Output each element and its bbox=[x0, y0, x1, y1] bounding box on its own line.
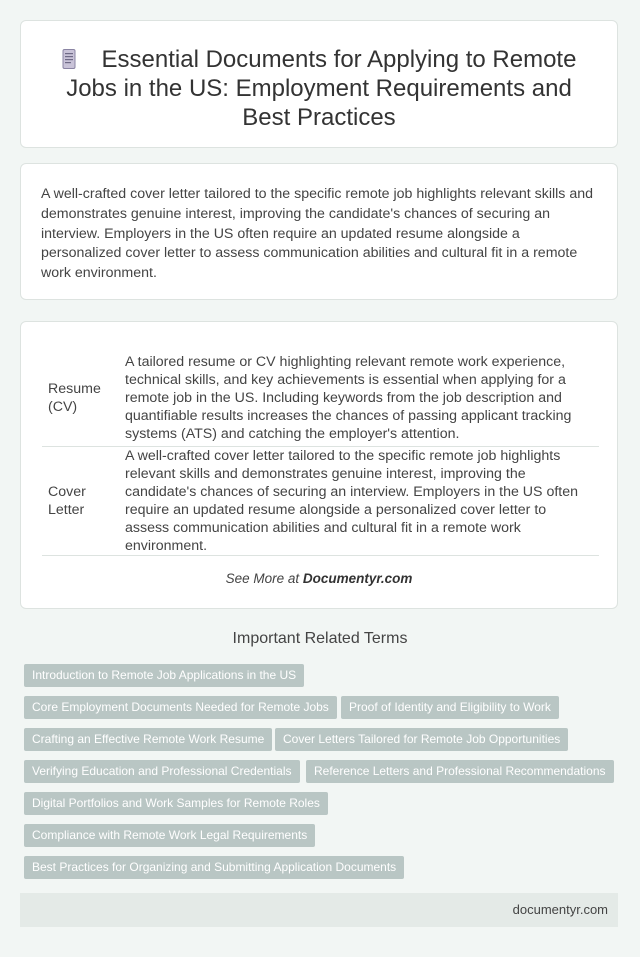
related-term-tag[interactable]: Best Practices for Organizing and Submitting Application Documents bbox=[24, 856, 404, 879]
footer-site[interactable]: documentyr.com bbox=[512, 902, 608, 917]
document-icon bbox=[62, 49, 76, 69]
terms-table bbox=[42, 349, 599, 556]
table-row bbox=[42, 447, 599, 556]
footer bbox=[20, 893, 618, 927]
related-term-tag[interactable]: Compliance with Remote Work Legal Requirements bbox=[24, 824, 315, 847]
related-term-tag[interactable]: Core Employment Documents Needed for Remote Jobs bbox=[24, 696, 337, 719]
table-row bbox=[42, 349, 599, 447]
terms-table-card bbox=[20, 321, 618, 609]
intro-card bbox=[20, 163, 618, 300]
related-term-tag[interactable]: Crafting an Effective Remote Work Resume bbox=[24, 728, 272, 751]
related-term-tag[interactable]: Verifying Education and Professional Credentials bbox=[24, 760, 300, 783]
see-more-text bbox=[21, 571, 617, 586]
title-card bbox=[20, 20, 618, 148]
related-term-tag[interactable]: Proof of Identity and Eligibility to Work bbox=[341, 696, 559, 719]
description-cell: A well-crafted cover letter tailored to the specific remote job highlights relevant skills and demonstrates genuine interest, improving the candidate's chances of securing an interview. Employers in the US often require an updated resume alongside a personalized cover letter to assess communication abilities and cultural fit in a remote work environment. bbox=[117, 447, 599, 556]
see-more-link[interactable]: Documentyr.com bbox=[302, 571, 413, 586]
page-title-text: Essential Documents for Applying to Remote Jobs in the US: Employment Requirements and Best Practices bbox=[66, 46, 577, 131]
description-cell: A tailored resume or CV highlighting relevant remote work experience, technical skills, and key achievements is essential when applying for a remote job in the US. Including keywords from the job description and quantifiable results increases the chances of passing applicant tracking systems (ATS) and catching the employer's attention. bbox=[117, 349, 599, 447]
term-cell: Resume (CV) bbox=[42, 349, 117, 447]
related-term-tag[interactable]: Digital Portfolios and Work Samples for Remote Roles bbox=[24, 792, 328, 815]
page-title bbox=[21, 21, 617, 132]
related-term-tag[interactable]: Introduction to Remote Job Applications in the US bbox=[24, 664, 304, 687]
related-term-tag[interactable]: Reference Letters and Professional Recommendations bbox=[306, 760, 614, 783]
related-term-tag[interactable]: Cover Letters Tailored for Remote Job Opportunities bbox=[275, 728, 568, 751]
intro-paragraph: A well-crafted cover letter tailored to the specific remote job highlights relevant skills and demonstrates genuine interest, improving the candidate's chances of securing an interview. Employers in the US often require an updated resume alongside a personalized cover letter to assess communication abilities and cultural fit in a remote work environment. bbox=[41, 186, 594, 282]
term-cell: Cover Letter bbox=[42, 447, 117, 556]
see-more-prefix: See More at bbox=[225, 571, 303, 586]
related-terms-heading: Important Related Terms bbox=[232, 630, 408, 647]
